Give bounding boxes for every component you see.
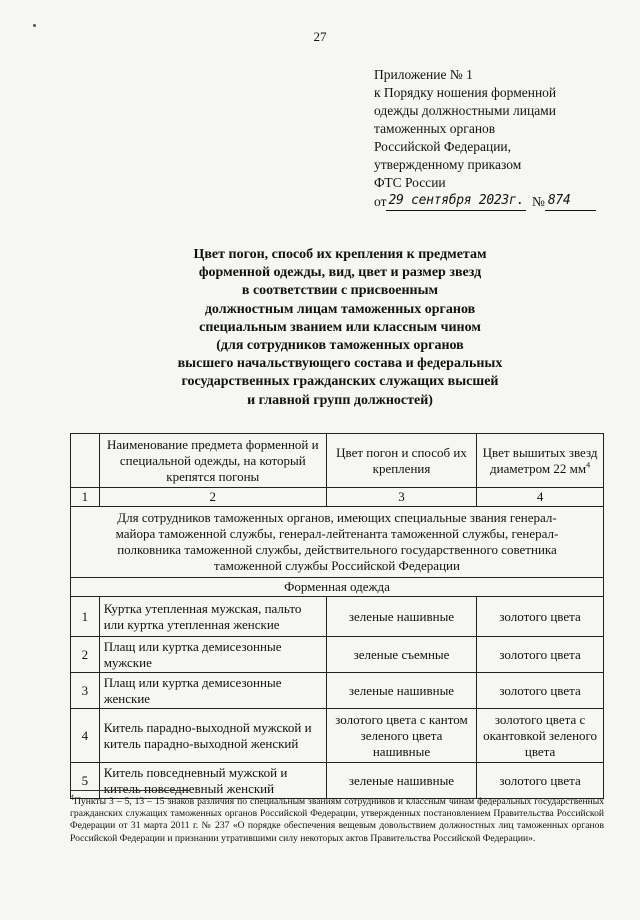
- row-item: Плащ или куртка демисезонные женские: [99, 673, 326, 709]
- row-number: 4: [71, 709, 100, 763]
- col-number: 1: [71, 488, 100, 507]
- scan-dot: [33, 24, 36, 27]
- header-color: Цвет погон и способ их крепления: [326, 434, 476, 488]
- page-number: 27: [313, 29, 327, 44]
- row-stars: золотого цвета: [477, 637, 604, 673]
- order-number: 874: [545, 192, 597, 211]
- row-stars: золотого цвета: [477, 763, 604, 799]
- header-stars: [477, 434, 604, 488]
- footnote: [70, 792, 604, 845]
- row-item: Куртка утепленная мужская, пальто или куртка утепленная женские: [99, 597, 326, 637]
- table-row: [71, 637, 604, 673]
- title-line: в соответствии с присвоенным: [241, 283, 439, 299]
- header-row: [71, 434, 604, 488]
- col-number: 2: [99, 488, 326, 507]
- appendix-line: к Порядку ношения форменной: [374, 85, 557, 100]
- row-number: 2: [71, 637, 100, 673]
- col-number: 3: [326, 488, 476, 507]
- row-item: Китель парадно-выходной мужской и китель парадно-выходной женский: [99, 709, 326, 763]
- row-stars: золотого цвета: [477, 673, 604, 709]
- subsection-header: Форменная одежда: [71, 578, 604, 597]
- row-item: Плащ или куртка демисезонные мужские: [99, 637, 326, 673]
- title-line: специальным званием или классным чином: [199, 319, 481, 335]
- header-item: Наименование предмета форменной и специальной одежды, на который крепятся погоны: [99, 434, 326, 488]
- appendix-line: таможенных органов: [374, 121, 496, 136]
- title-line: (для сотрудников таможенных органов: [216, 338, 464, 354]
- title-line: Цвет погон, способ их крепления к предметам: [193, 247, 487, 262]
- uniform-table: [70, 433, 604, 799]
- from-prefix: от: [374, 194, 387, 209]
- appendix-line: одежды должностными лицами: [374, 103, 556, 118]
- footnote-divider: [70, 790, 190, 791]
- section-header: Для сотрудников таможенных органов, имеющих специальные звания генерал-майора таможенной службы, генерал-лейтенанта таможенной службы, генерал-полковника таможенной службы, действительного государственного советника таможенной службы Российской Федерации: [71, 507, 604, 578]
- table-row: [71, 709, 604, 763]
- row-stars: золотого цвета с окантовкой зеленого цвета: [477, 709, 604, 763]
- row-color: зеленые нашивные: [326, 763, 476, 799]
- appendix-line: Приложение № 1: [374, 67, 473, 82]
- document-title: [150, 246, 530, 410]
- header-stars-text: Цвет вышитых звезд диаметром 22 мм: [482, 444, 598, 476]
- title-line: высшего начальствующего состава и федеральных: [177, 356, 503, 372]
- footnote-ref: 4: [586, 460, 591, 470]
- appendix-block: [374, 66, 624, 211]
- section-header-row: [71, 507, 604, 578]
- col-number: 4: [477, 488, 604, 507]
- row-color: золотого цвета с кантом зеленого цвета нашивные: [326, 709, 476, 763]
- appendix-line: ФТС России: [374, 175, 446, 190]
- row-number: 5: [71, 763, 100, 799]
- row-number: 3: [71, 673, 100, 709]
- order-date: 29 сентября 2023г.: [386, 192, 525, 211]
- footnote-text: Пункты 3 – 5, 13 – 15 знаков различия по специальным званиям сотрудников и классным чинам федеральных государственных гражданских служащих таможенных органов Российской Федерации, утвержденных постановлением Правительства Российской Федерации от 31 марта 2011 г. № 237 «О порядке обеспечения вещевым довольствием должностных лиц таможенных органов Российской Федерации и признании утратившими силу некоторых актов Правительства Российской Федерации».: [70, 796, 604, 844]
- table-row: [71, 597, 604, 637]
- column-number-row: [71, 488, 604, 507]
- table-row: [71, 673, 604, 709]
- table-row: [71, 763, 604, 799]
- order-date-line: [374, 192, 624, 211]
- title-line: должностным лицам таможенных органов: [204, 301, 476, 317]
- appendix-line: Российской Федерации,: [374, 139, 512, 154]
- row-color: зеленые съемные: [326, 637, 476, 673]
- footnote-mark: 4: [70, 792, 74, 802]
- title-line: и главной групп должностей): [247, 392, 433, 408]
- appendix-line: утвержденному приказом: [374, 157, 522, 172]
- row-color: зеленые нашивные: [326, 673, 476, 709]
- row-color: зеленые нашивные: [326, 597, 476, 637]
- title-line: государственных гражданских служащих высшей: [181, 374, 499, 390]
- header-num-cell: [71, 434, 100, 488]
- row-number: 1: [71, 597, 100, 637]
- title-line: форменной одежды, вид, цвет и размер звезд: [198, 265, 482, 281]
- subsection-row: [71, 578, 604, 597]
- row-item: Китель повседневный мужской и китель повседневный женский: [99, 763, 326, 799]
- number-prefix: №: [531, 194, 545, 209]
- row-stars: золотого цвета: [477, 597, 604, 637]
